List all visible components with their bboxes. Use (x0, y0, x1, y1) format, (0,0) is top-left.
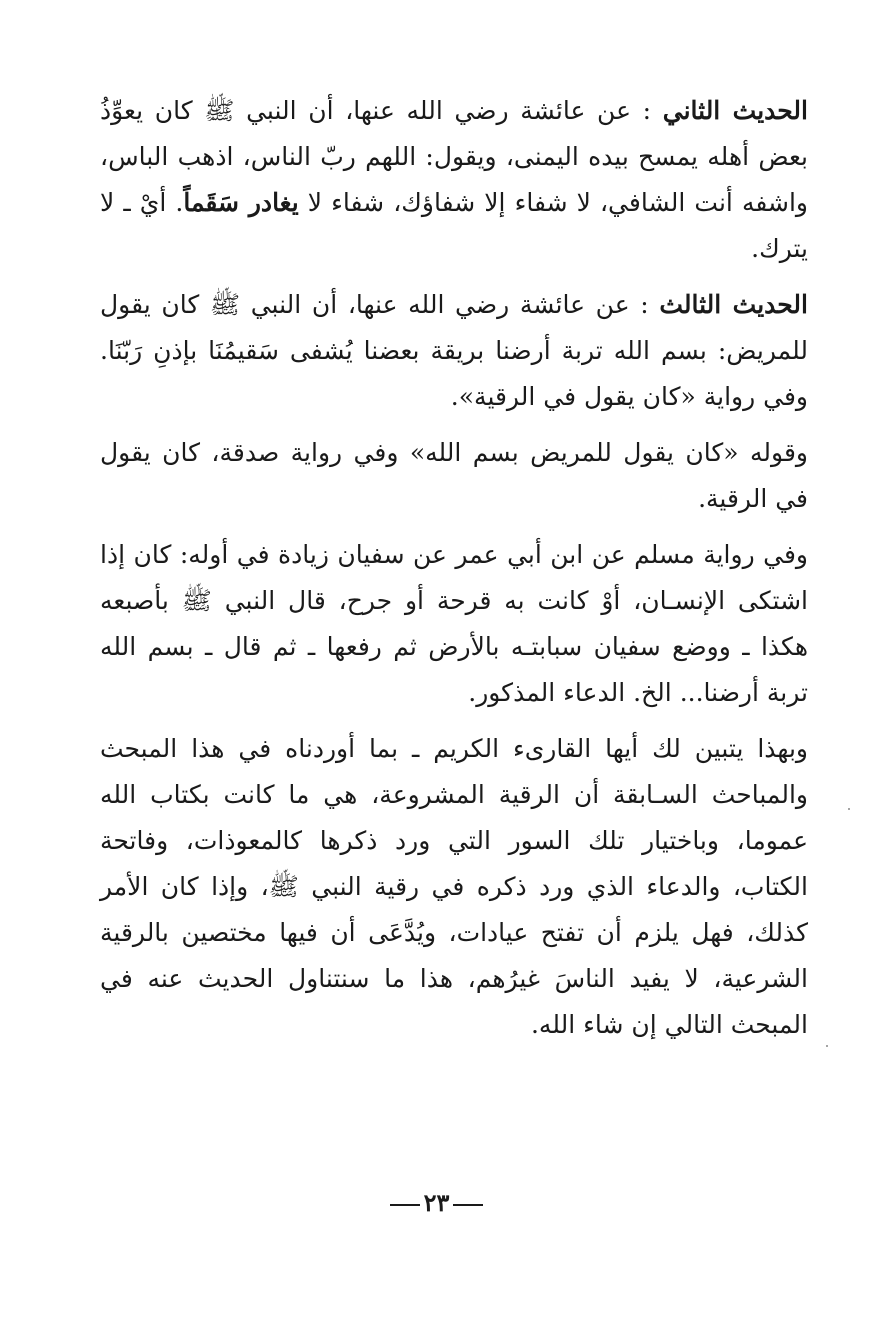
scan-speck (848, 808, 850, 810)
hadith-2-tail: . أيْ ـ لا يترك. (100, 188, 808, 263)
page-number-value: ٢٣ (423, 1188, 450, 1217)
paragraph-hadith-3 (100, 282, 808, 420)
scan-speck (826, 1045, 828, 1047)
paragraph-hadith-2 (100, 88, 808, 272)
page-body (100, 88, 808, 1058)
page-number-dash-right (453, 1204, 483, 1206)
paragraph-muslim-narration (100, 532, 808, 716)
conclusion-text: وبهذا يتبين لك أيها القارىء الكريم ـ بما أوردناه في هذا المبحث والمباحث السـابقة أن الرقية المشروعة، هي ما كانت بكتاب الله عموما، وباختيار تلك السور التي ورد ذكرها كالمعوذات، وفاتحة الكتاب، والدعاء الذي ورد ذكره في رقية النبي ﷺ، وإذا كان الأمر كذلك، فهل يلزم أن تفتح عيادات، ويُدَّعَى أن فيها مختصين بالرقية الشرعية، لا يفيد الناسَ غيرُهم، هذا ما سنتناول الحديث عنه في المبحث التالي إن شاء الله. (100, 734, 808, 1039)
muslim-narration-text: وفي رواية مسلم عن ابن أبي عمر عن سفيان زيادة في أوله: كان إذا اشتكى الإنسـان، أوْ كانت به قرحة أو جرح، قال النبي ﷺ بأصبعه هكذا ـ ووضع سفيان سبابتـه بالأرض ثم رفعها ـ ثم قال ـ بسم الله تربة أرضنا... الخ. الدعاء المذكور. (100, 540, 808, 707)
hadith-2-emphasis: يغادر سَقَماً (183, 188, 299, 217)
page-number-dash-left (390, 1204, 420, 1206)
hadith-3-text: : عن عائشة رضي الله عنها، أن النبي ﷺ كان يقول للمريض: بسم الله تربة أرضنا بريقة بعضنا يُشفى سَقيمُنَا بإذنِ رَبّنَا. وفي رواية «كان يقول في الرقية». (100, 290, 808, 411)
paragraph-conclusion (100, 726, 808, 1048)
paragraph-sadaqa-narration (100, 430, 808, 522)
hadith-2-text: : عن عائشة رضي الله عنها، أن النبي ﷺ كان يعوِّذُ بعض أهله يمسح بيده اليمنى، ويقول: اللهم ربّ الناس، اذهب الباس، واشفه أنت الشافي، لا شفاء إلا شفاؤك، شفاء لا (100, 96, 808, 217)
hadith-3-heading: الحديث الثالث (659, 290, 808, 319)
hadith-2-heading: الحديث الثاني (662, 96, 808, 125)
page-number (0, 1188, 873, 1217)
sadaqa-narration-text: وقوله «كان يقول للمريض بسم الله» وفي رواية صدقة، كان يقول في الرقية. (100, 438, 808, 513)
